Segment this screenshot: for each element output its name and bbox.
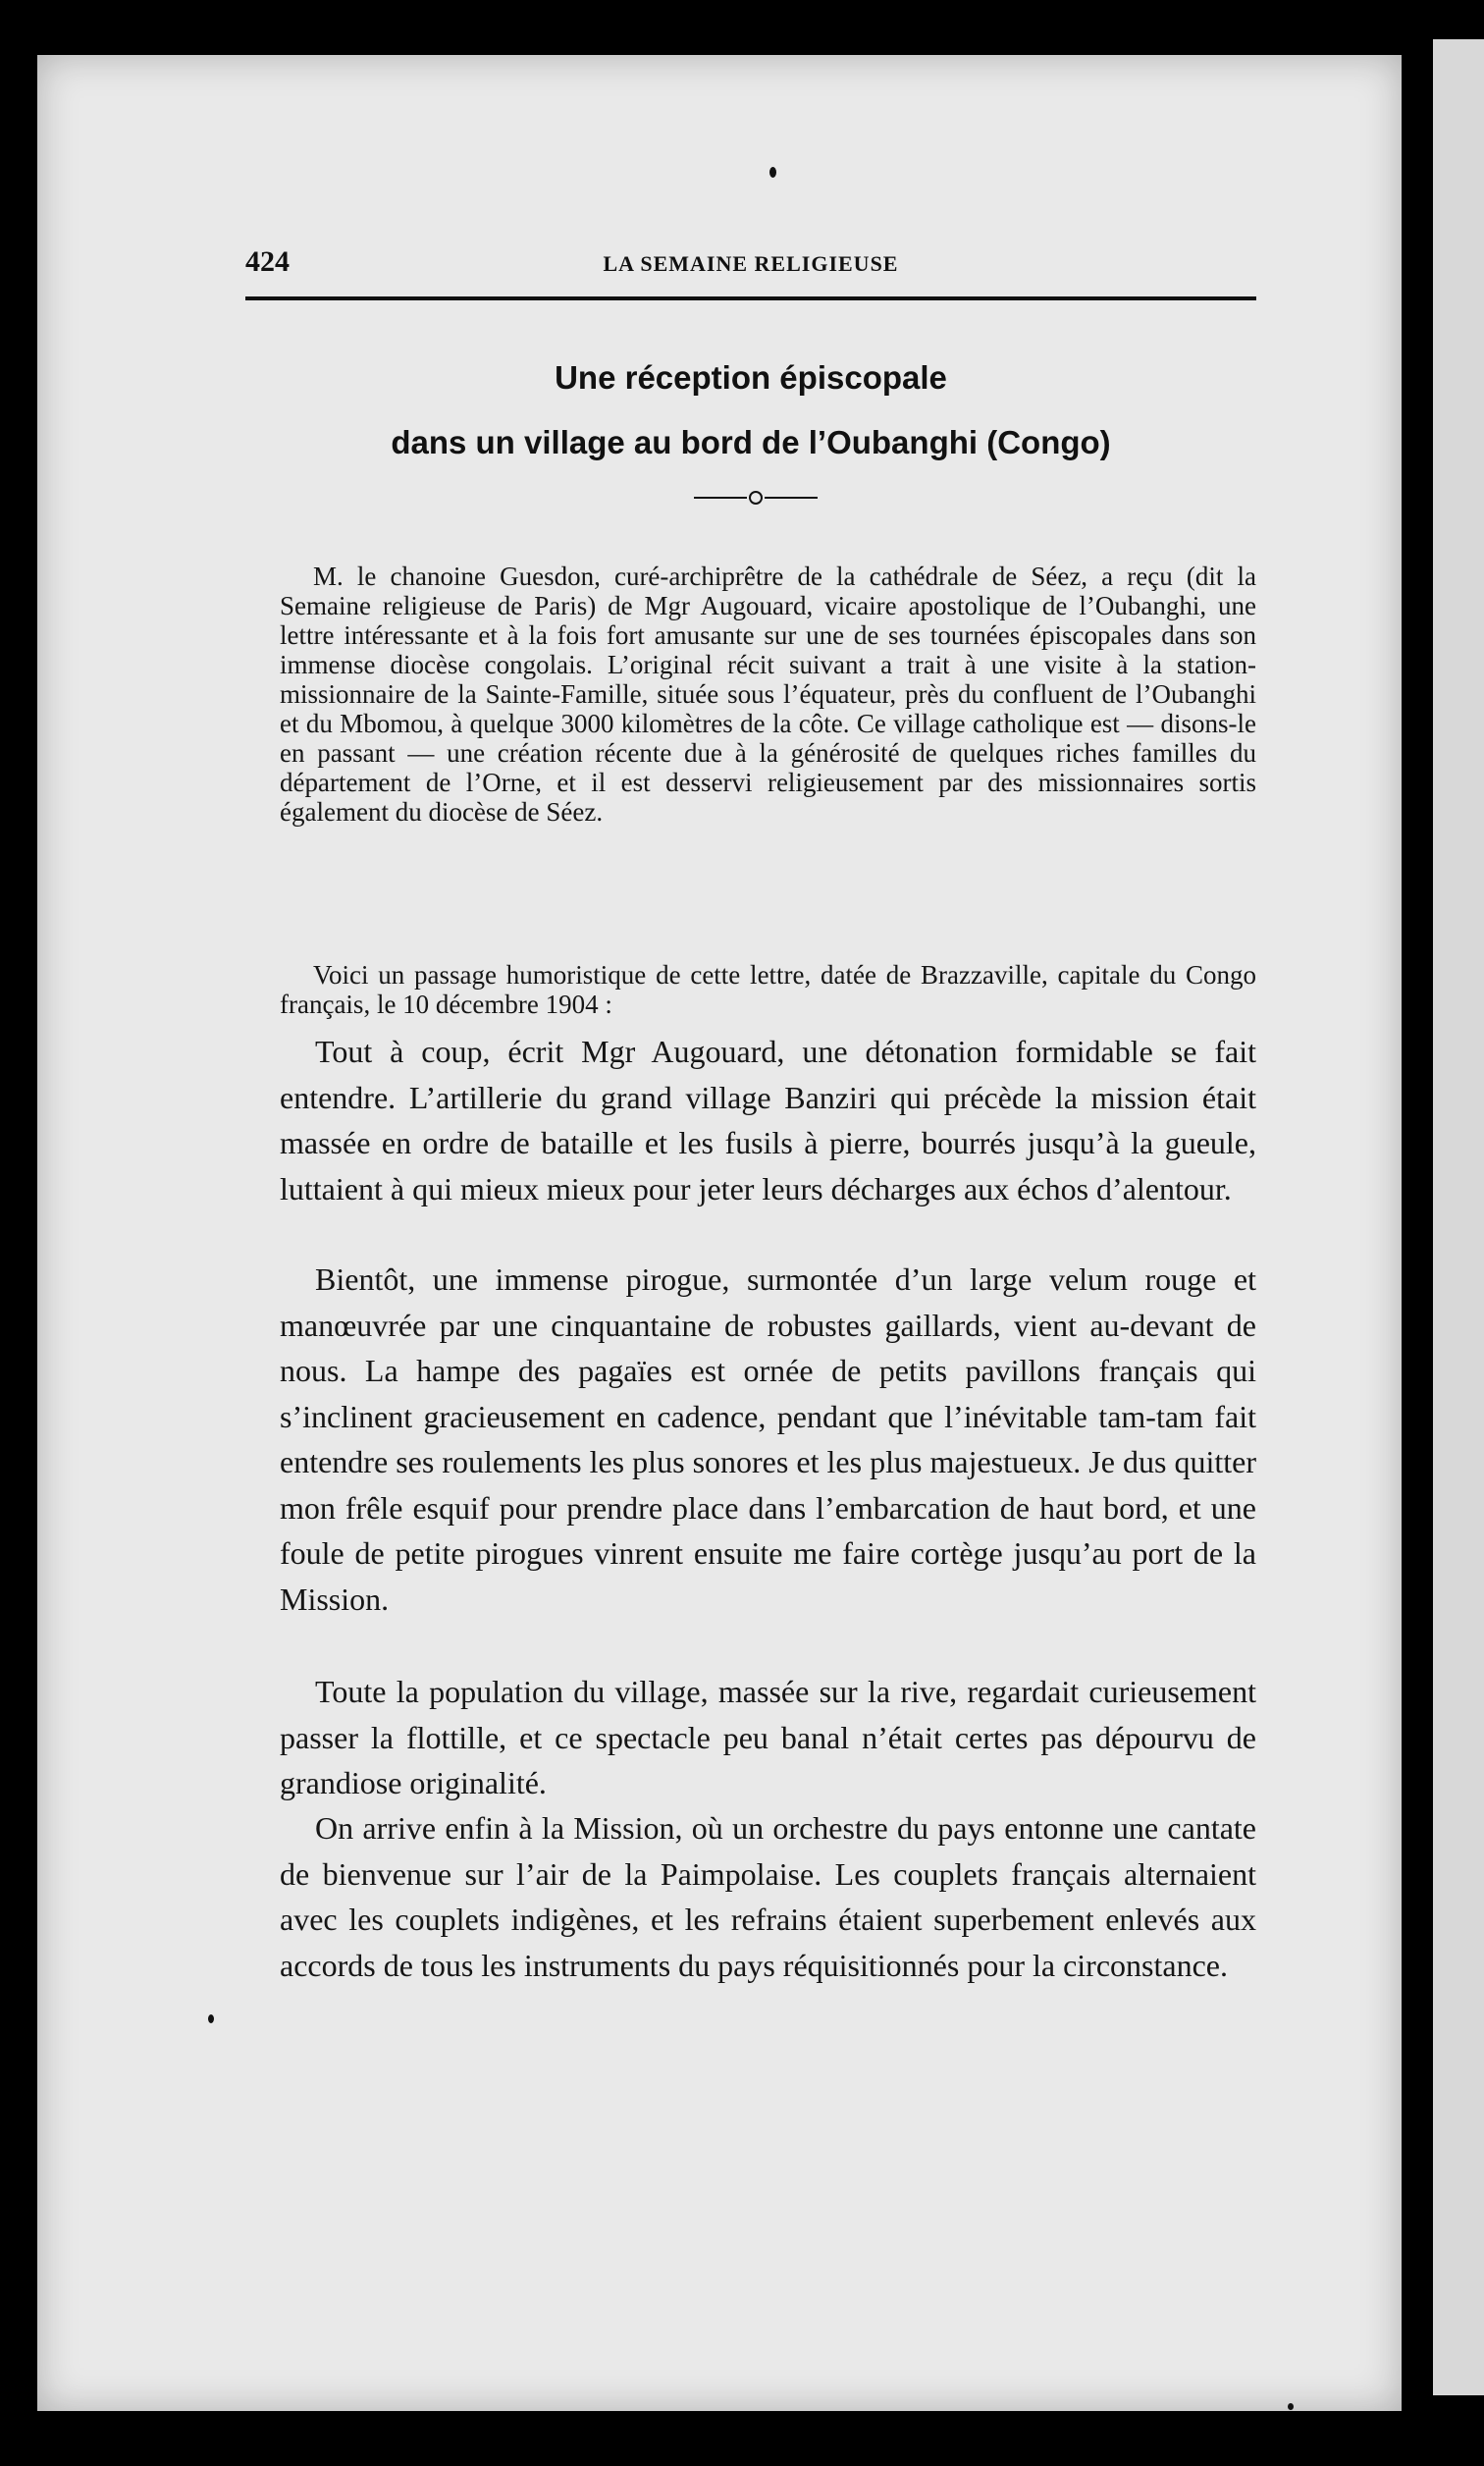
title-ornament (692, 488, 820, 508)
title-line-2: dans un village au bord de l’Oubanghi (Congo) (391, 424, 1111, 460)
letter-paragraph: Toute la population du village, massée sur la rive, regardait curieusement passer la flottille, et ce spectacle peu banal n’était certes pas dépourvu de grandiose originalité. (280, 1674, 1256, 1800)
adjacent-page-edge (1433, 39, 1484, 2395)
scan-speck (1288, 2403, 1294, 2410)
letter-paragraph: Bientôt, une immense pirogue, surmontée d’un large velum rouge et manœuvrée par une cinquantaine de robustes gaillards, vient au-devant de nous. La hampe des pagaïes est ornée de petits pavillons français qui s’inclinent gracieusement en cadence, pendant que l’inévitable tam-tam fait entendre ses roulements les plus sonores et les plus majestueux. Je dus quitter mon frêle esquif pour prendre place dans l’embarcation de haut bord, et une foule de petite pirogues vinrent ensuite me faire cortège jusqu’au port de la Mission. (280, 1261, 1256, 1617)
header-rule (245, 296, 1256, 300)
scan-speck (769, 167, 776, 178)
intro-paragraph: M. le chanoine Guesdon, curé-archiprêtre de la cathédrale de Séez, a reçu (dit la Semaine religieuse de Paris) de Mgr Augouard, vicaire apostolique de l’Oubanghi, une lettre intéressante et à la fois fort amusante sur une de ses tournées épiscopales dans son immense diocèse congolais. L’original récit suivant a trait à une visite à la station-missionnaire de la Sainte-Famille, située sous l’équateur, près du confluent de l’Oubanghi et du Mbomou, à quelque 3000 kilomètres de la côte. Ce village catholique est — disons-le en passant — une création récente due à la générosité de quelques riches familles du département de l’Orne, et il est desservi religieusement par des missionnaires sortis également du diocèse de Séez. (280, 562, 1256, 827)
page-number: 424 (245, 245, 290, 278)
intro-paragraph-2: Voici un passage humoristique de cette lettre, datée de Brazzaville, capitale du Congo français, le 10 décembre 1904 : (280, 960, 1256, 1019)
title-line-1: Une réception épiscopale (555, 359, 947, 396)
scan-speck (208, 2014, 214, 2023)
page-header (245, 245, 1256, 285)
letter-paragraph: On arrive enfin à la Mission, où un orchestre du pays entonne une cantate de bienvenue sur l’air de la Paimpolaise. Les couplets français alternaient avec les couplets indigènes, et les refrains étaient superbement enlevés aux accords de tous les instruments du pays réquisitionnés pour la circonstance. (280, 1810, 1256, 1983)
letter-paragraph: Tout à coup, écrit Mgr Augouard, une détonation formidable se fait entendre. L’artillerie du grand village Banziri qui précède la mission était massée en ordre de bataille et les fusils à pierre, bourrés jusqu’à la gueule, luttaient à qui mieux mieux pour jeter leurs décharges aux échos d’alentour. (280, 1034, 1256, 1206)
running-head: LA SEMAINE RELIGIEUSE (603, 251, 899, 276)
article-title (245, 353, 1256, 467)
